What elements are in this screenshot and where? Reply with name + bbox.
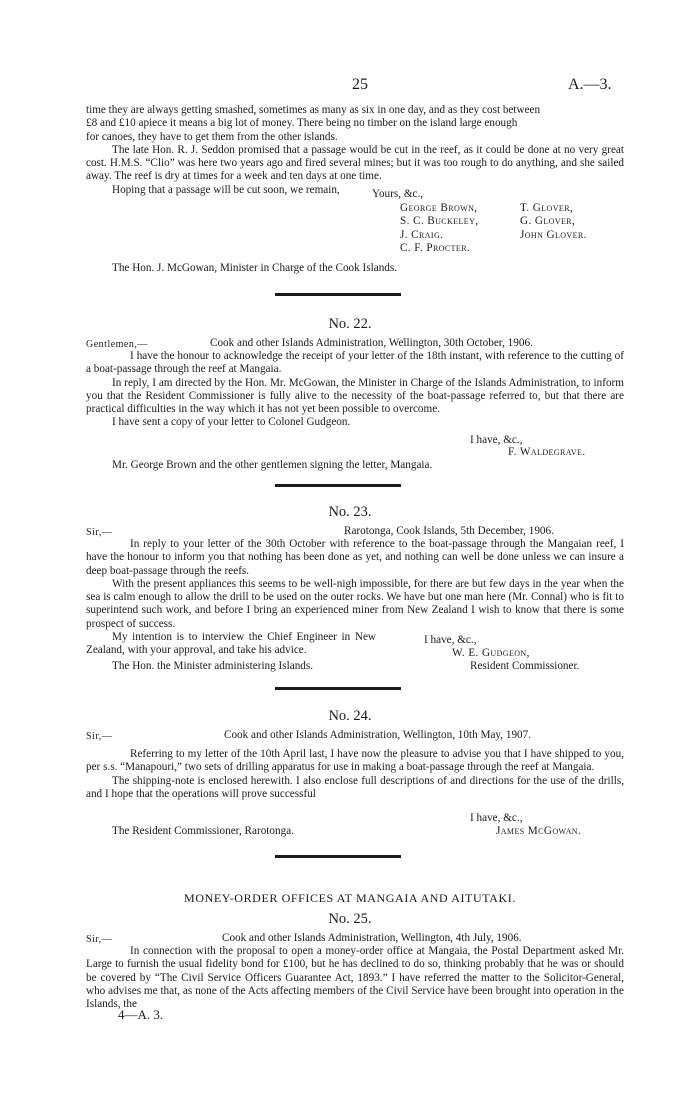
letter-23-body — [86, 538, 624, 658]
intro-paragraph-3: Hoping that a passage will be cut soon, we remain, — [112, 183, 340, 196]
intro-letter-body — [86, 104, 624, 197]
intro-closing: Yours, &c., — [372, 188, 424, 200]
signer: G. Glover, — [520, 215, 576, 228]
letter-22-paragraph-1: I have the honour to acknowledge the receipt of your letter of the 18th instant, with reference to the cutting of a boat-passage through the reef at Mangaia. — [86, 350, 624, 376]
letter-25-place-date: Cook and other Islands Administration, Wellington, 4th July, 1906. — [222, 932, 522, 944]
letter-23-paragraph-1: In reply to your letter of the 30th October with reference to the boat-passage through the Mangaian reef, I have the honour to inform you that nothing has been done as yet, and nothing can well be done unless we can insure a deep boat-passage through the reefs. — [86, 538, 624, 577]
letter-23-signer: W. E. Gudgeon, — [452, 647, 530, 659]
letter-23-place-date: Rarotonga, Cook Islands, 5th December, 1906. — [344, 525, 554, 537]
letter-24-place-date: Cook and other Islands Administration, Wellington, 10th May, 1907. — [224, 729, 532, 741]
letter-23-addressee: The Hon. the Minister administering Islands. — [112, 660, 314, 672]
document-code: A.—3. — [568, 76, 612, 93]
letter-24-body — [86, 748, 624, 801]
letter-24-addressee: The Resident Commissioner, Rarotonga. — [112, 825, 294, 837]
section-divider — [275, 484, 401, 487]
letter-23-number: No. 23. — [328, 504, 372, 520]
page-number: 25 — [352, 76, 368, 93]
letter-24-paragraph-2: The shipping-note is enclosed herewith. I also enclose full descriptions of and directions for the use of the drills, and I hope that the operations will prove successful — [86, 774, 624, 800]
intro-line-2: £8 and £10 apiece it means a big lot of money. There being no timber on the island large enough — [86, 117, 518, 130]
letter-24-paragraph-1: Referring to my letter of the 10th April last, I have now the pleasure to advise you that I have shipped to you, per s.s. “Manapouri,” two sets of drilling apparatus for use in making a boat-passage through the reef at Mangaia. — [86, 748, 624, 774]
letter-25-paragraph-1: In connection with the proposal to open a money-order office at Mangaia, the Postal Department asked Mr. Large to furnish the usual fidelity bond for £100, but he has declined to do so, thinking probably that he was or should be covered by “The Civil Service Officers Guarantee Act, 1893.” I have referred the matter to the Solicitor-General, who advises me that, as none of the Acts affecting members of the Civil Service have been brought into operation in the Islands, the — [86, 945, 624, 1011]
intro-line-3: for canoes, they have to get them from the other islands. — [86, 130, 338, 143]
section-heading: MONEY-ORDER OFFICES AT MANGAIA AND AITUTAKI. — [184, 891, 516, 905]
letter-25-body — [86, 945, 624, 1011]
intro-line-1: time they are always getting smashed, sometimes as many as six in one day, and as they cost between — [86, 104, 541, 116]
letter-22-paragraph-3: I have sent a copy of your letter to Colonel Gudgeon. — [112, 416, 351, 429]
signer: C. F. Procter. — [400, 242, 471, 255]
letter-24-signer: James McGowan. — [496, 825, 582, 837]
letter-25-salutation: Sir,— — [86, 934, 113, 945]
letter-22-closing: I have, &c., — [470, 434, 523, 446]
signer: George Brown, — [400, 202, 478, 214]
letter-23-signer-title: Resident Commissioner. — [470, 660, 580, 672]
letter-24-salutation: Sir,— — [86, 731, 113, 742]
letter-23-paragraph-2: With the present appliances this seems to be well-nigh impossible, for there are but few days in the year when the sea is calm enough to allow the drill to be used on the outer rocks. We have but one man here (Mr. Connal) who is fit to superintend such work, and before I bring an experienced miner from New Zealand I wish to know that there is some prospect of success. — [86, 577, 624, 630]
section-divider — [275, 855, 401, 858]
letter-23-paragraph-3: My intention is to interview the Chief Engineer in New Zealand, with your approval, and take his advice. — [86, 631, 376, 657]
letter-22-paragraph-2: In reply, I am directed by the Hon. Mr. McGowan, the Minister in Charge of the Islands Administration, to inform you that the Resident Commissioner is fully alive to the necessity of the boat-passage referred to, but that there are practical difficulties in the way which it has not yet been possible to overcome. — [86, 376, 624, 416]
letter-22-salutation: Gentlemen,— — [86, 339, 148, 350]
intro-signers-left — [400, 202, 478, 256]
signer: John Glover. — [520, 228, 587, 241]
letter-25-number: No. 25. — [328, 911, 372, 927]
letter-22-number: No. 22. — [328, 316, 372, 332]
letter-22-body — [86, 350, 624, 430]
letter-22-signer: F. Waldegrave. — [508, 446, 586, 458]
letter-24-closing: I have, &c., — [470, 812, 523, 824]
section-divider — [275, 293, 401, 296]
intro-addressee: The Hon. J. McGowan, Minister in Charge of the Cook Islands. — [112, 262, 398, 274]
letter-23-closing: I have, &c., — [424, 634, 477, 646]
section-divider — [275, 687, 401, 690]
signer: S. C. Buckeley, — [400, 215, 479, 228]
letter-24-number: No. 24. — [328, 708, 372, 724]
letter-22-addressee: Mr. George Brown and the other gentlemen signing the letter, Mangaia. — [112, 459, 433, 471]
intro-signers-right — [520, 202, 587, 242]
signature-mark: 4—A. 3. — [118, 1007, 164, 1022]
letter-23-salutation: Sir,— — [86, 527, 113, 538]
signer: J. Craig. — [400, 228, 444, 241]
signer: T. Glover, — [520, 202, 574, 214]
intro-paragraph-2: The late Hon. R. J. Seddon promised that a passage would be cut in the reef, as it could be done at no very great cost. H.M.S. “Clio” was here two years ago and fired several mines; but it was too rough to do anything, and she sailed away. The reef is dry at times for a week and ten days at one time. — [86, 143, 624, 183]
letter-22-place-date: Cook and other Islands Administration, Wellington, 30th October, 1906. — [210, 337, 533, 349]
